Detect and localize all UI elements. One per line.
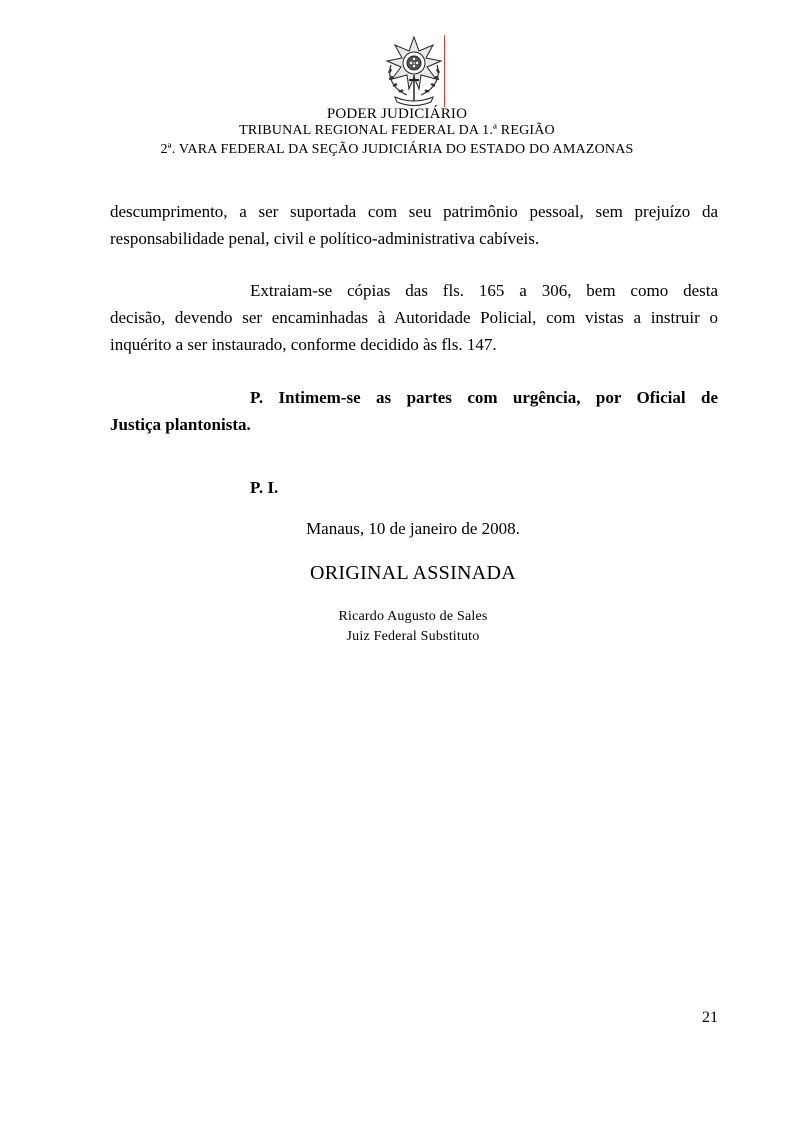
header-title: PODER JUDICIÁRIO xyxy=(326,106,468,122)
paragraph-line: decisão, devendo ser encaminhadas à Autoridade Policial, com vistas a instruir o xyxy=(110,308,718,327)
document-date: Manaus, 10 de janeiro de 2008. xyxy=(306,519,520,538)
paragraph-line: Justiça plantonista. xyxy=(110,415,251,434)
page-number: 21 xyxy=(702,1009,718,1026)
paragraph-intimation xyxy=(110,384,718,438)
paragraph-copies xyxy=(110,277,718,358)
header-section: 2ª. VARA FEDERAL DA SEÇÃO JUDICIÁRIA DO ESTADO DO AMAZONAS xyxy=(160,142,634,157)
signature-stamp: ORIGINAL ASSINADA xyxy=(309,562,517,584)
emblem-divider-line xyxy=(444,35,445,107)
paragraph-line: inquérito a ser instaurado, conforme decidido às fls. 147. xyxy=(110,335,497,354)
paragraph-liability xyxy=(110,198,718,252)
header-court: TRIBUNAL REGIONAL FEDERAL DA 1.ª REGIÃO xyxy=(239,123,555,138)
paragraph-line: Extraiam-se cópias das fls. 165 a 306, bem como desta xyxy=(250,281,718,300)
publish-intimate-mark: P. I. xyxy=(250,478,279,497)
paragraph-line: P. Intimem-se as partes com urgência, por Oficial de xyxy=(250,388,718,407)
paragraph-line: descumprimento, a ser suportada com seu patrimônio pessoal, sem prejuízo da xyxy=(110,202,718,221)
judge-title: Juiz Federal Substituto xyxy=(346,629,480,644)
paragraph-line: responsabilidade penal, civil e político-administrativa cabíveis. xyxy=(110,229,540,248)
brasao-republica-icon xyxy=(381,35,447,107)
judge-name: Ricardo Augusto de Sales xyxy=(338,609,488,624)
